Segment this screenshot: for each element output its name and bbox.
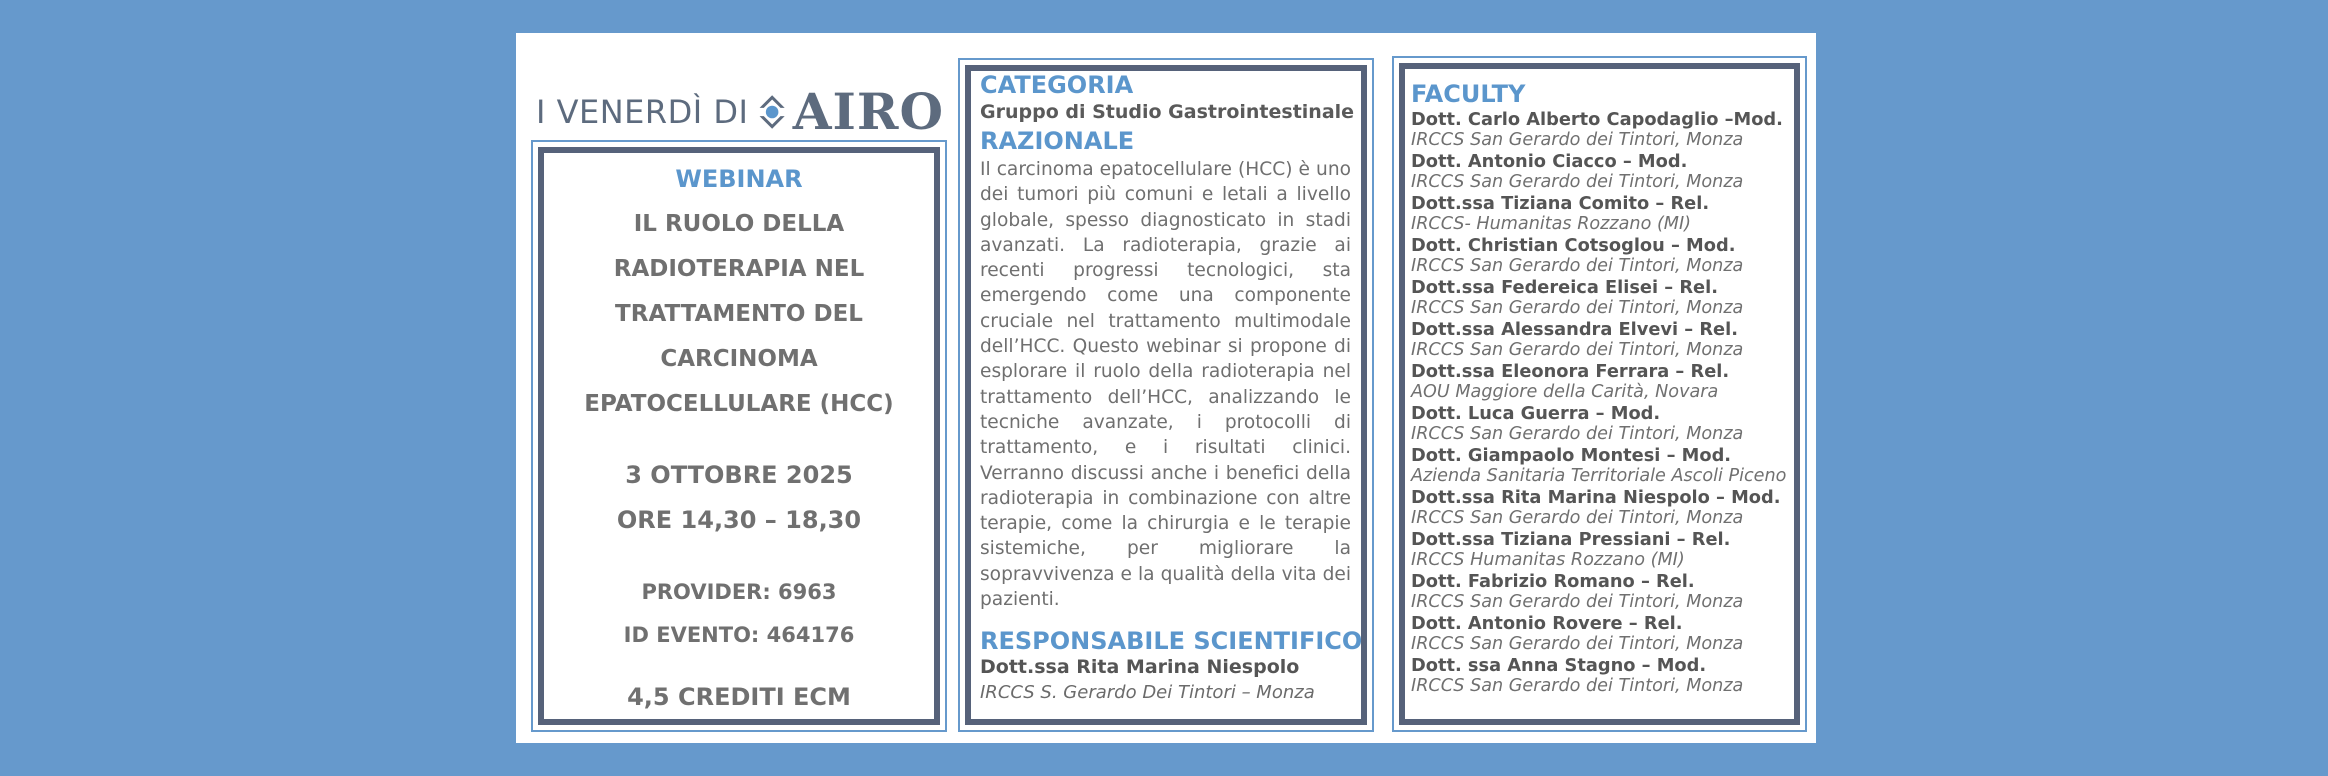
event-id: ID EVENTO: 464176	[623, 623, 855, 647]
faculty-name: Dott.ssa Alessandra Elvevi – Rel.	[1411, 319, 1738, 340]
category-value: Gruppo di Studio Gastrointestinale	[980, 101, 1355, 123]
faculty-member	[1411, 319, 1791, 361]
event-info-box	[531, 140, 947, 732]
faculty-member	[1411, 361, 1791, 403]
provider-id: PROVIDER: 6963	[641, 580, 837, 604]
faculty-member	[1411, 277, 1791, 319]
faculty-member	[1411, 487, 1791, 529]
ecm-credits: 4,5 CREDITI ECM	[627, 683, 851, 711]
faculty-name: Dott. Christian Cotsoglou – Mod.	[1411, 235, 1736, 256]
title-line: RADIOTERAPIA NEL	[613, 256, 865, 282]
faculty-affiliation: IRCCS San Gerardo dei Tintori, Monza	[1411, 340, 1744, 360]
airo-diamond-logo-icon	[754, 86, 790, 138]
faculty-affiliation: Azienda Sanitaria Territoriale Ascoli Piceno	[1411, 466, 1787, 486]
logo-prefix: I VENERDÌ DI	[536, 93, 749, 131]
faculty-name: Dott. Antonio Rovere – Rel.	[1411, 613, 1683, 634]
faculty-member	[1411, 193, 1791, 235]
category-heading: CATEGORIA	[980, 71, 1134, 99]
faculty-affiliation: IRCCS San Gerardo dei Tintori, Monza	[1411, 592, 1744, 612]
event-date: 3 OTTOBRE 2025	[625, 461, 853, 489]
faculty-name: Dott. Fabrizio Romano – Rel.	[1411, 571, 1695, 592]
faculty-member	[1411, 529, 1791, 571]
responsible-affiliation: IRCCS S. Gerardo Dei Tintori – Monza	[980, 682, 1315, 703]
faculty-name: Dott. Luca Guerra – Mod.	[1411, 403, 1661, 424]
faculty-affiliation: IRCCS San Gerardo dei Tintori, Monza	[1411, 676, 1744, 696]
faculty-affiliation: IRCCS San Gerardo dei Tintori, Monza	[1411, 298, 1744, 318]
rationale-text: Il carcinoma epatocellulare (HCC) è uno dei tumori più comuni e letali a livello globale, spesso diagnosticato in stadi avanzati. La radioterapia, grazie ai recenti progressi tecnologici, sta emergendo come una componente cruciale nel trattamento multimodale dell’HCC. Questo webinar si propone di esplorare il ruolo della radioterapia nel trattamento dell’HCC, analizzando le tecniche avanzate, i protocolli di trattamento, e i risultati clinici. Verranno discussi anche i benefici della radioterapia in combinazione con altre terapie, come la chirurgia e le terapie sistemiche, per migliorare la sopravvivenza e la qualità della vita dei pazienti.	[980, 159, 1351, 611]
faculty-member	[1411, 151, 1791, 193]
faculty-member	[1411, 403, 1791, 445]
faculty-name: Dott. Antonio Ciacco – Mod.	[1411, 151, 1688, 172]
faculty-affiliation: IRCCS San Gerardo dei Tintori, Monza	[1411, 130, 1744, 150]
faculty-name: Dott.ssa Tiziana Pressiani – Rel.	[1411, 529, 1731, 550]
faculty-member	[1411, 109, 1791, 151]
responsible-name: Dott.ssa Rita Marina Niespolo	[980, 656, 1300, 678]
faculty-affiliation: IRCCS San Gerardo dei Tintori, Monza	[1411, 634, 1744, 654]
title-line: IL RUOLO DELLA	[633, 211, 845, 237]
faculty-name: Dott. Carlo Alberto Capodaglio –Mod.	[1411, 109, 1783, 130]
webinar-label: WEBINAR	[675, 165, 803, 193]
faculty-name: Dott. Giampaolo Montesi – Mod.	[1411, 445, 1732, 466]
faculty-member	[1411, 445, 1791, 487]
responsible-heading: RESPONSABILE SCIENTIFICO	[980, 627, 1363, 655]
title-line: EPATOCELLULARE (HCC)	[584, 391, 894, 417]
faculty-name: Dott. ssa Anna Stagno – Mod.	[1411, 655, 1707, 676]
faculty-name: Dott.ssa Eleonora Ferrara – Rel.	[1411, 361, 1730, 382]
title-line: CARCINOMA	[660, 346, 818, 372]
faculty-affiliation: IRCCS San Gerardo dei Tintori, Monza	[1411, 424, 1744, 444]
faculty-list	[1411, 109, 1791, 697]
rationale-heading: RAZIONALE	[980, 127, 1135, 155]
faculty-affiliation: AOU Maggiore della Carità, Novara	[1411, 382, 1719, 402]
event-time: ORE 14,30 – 18,30	[616, 506, 862, 534]
logo-brand: AIRO	[792, 82, 944, 141]
faculty-member	[1411, 613, 1791, 655]
faculty-member	[1411, 655, 1791, 697]
faculty-affiliation: IRCCS San Gerardo dei Tintori, Monza	[1411, 508, 1744, 528]
faculty-affiliation: IRCCS- Humanitas Rozzano (MI)	[1411, 214, 1692, 234]
faculty-name: Dott.ssa Federeica Elisei – Rel.	[1411, 277, 1718, 298]
faculty-member	[1411, 235, 1791, 277]
faculty-name: Dott.ssa Rita Marina Niespolo – Mod.	[1411, 487, 1781, 508]
faculty-heading: FACULTY	[1411, 80, 1526, 108]
faculty-affiliation: IRCCS Humanitas Rozzano (MI)	[1411, 550, 1685, 570]
faculty-member	[1411, 571, 1791, 613]
faculty-name: Dott.ssa Tiziana Comito – Rel.	[1411, 193, 1710, 214]
faculty-affiliation: IRCCS San Gerardo dei Tintori, Monza	[1411, 172, 1744, 192]
title-line: TRATTAMENTO DEL	[615, 301, 863, 327]
airo-logo	[536, 82, 944, 142]
faculty-affiliation: IRCCS San Gerardo dei Tintori, Monza	[1411, 256, 1744, 276]
